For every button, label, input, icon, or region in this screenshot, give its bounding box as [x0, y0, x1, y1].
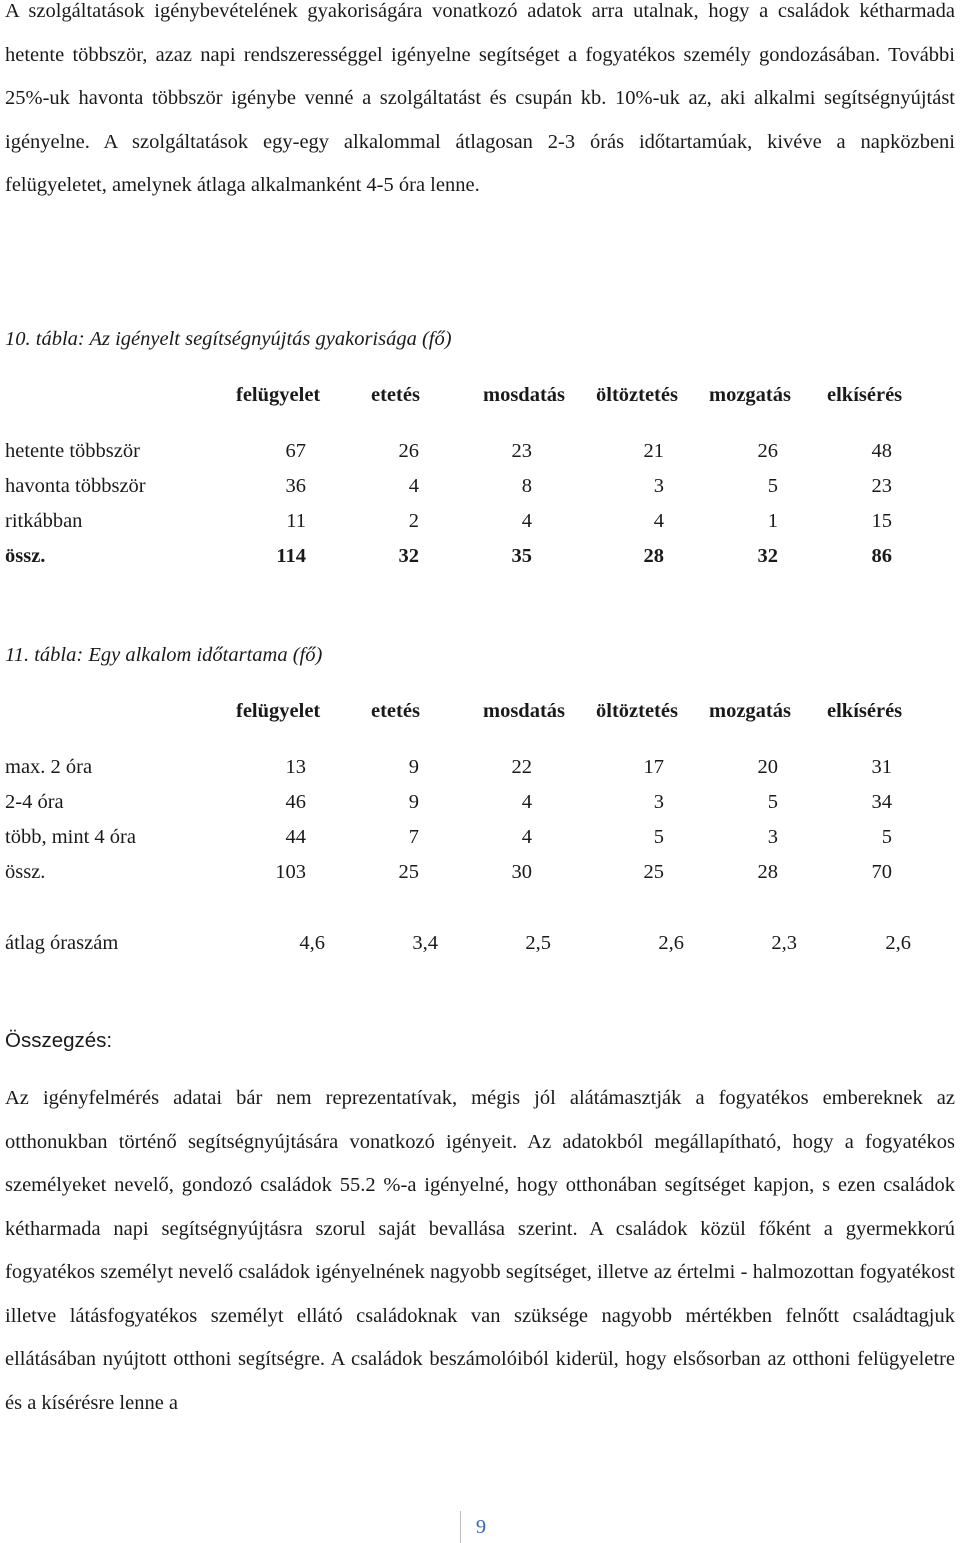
t11-row-label: 2-4 óra	[5, 791, 64, 813]
t11-cell: 9	[408, 791, 419, 813]
t11-total-cell: 70	[871, 861, 892, 883]
t10-col-mozgatas: mozgatás	[709, 384, 791, 406]
t10-col-mosdatas: mosdatás	[483, 384, 566, 406]
t11-col-oltoztetes: öltöztetés	[596, 700, 678, 722]
average-cell: 2,6	[658, 932, 684, 954]
t10-cell: 48	[871, 440, 892, 462]
intro-paragraph: A szolgáltatások igénybevételének gyakoriságára vonatkozó adatok arra utalnak, hogy a családok kétharmada hetente többször, azaz napi rendszerességgel igényelne segítséget a fogyatékos személy gondozásában. További 25%-uk havonta többször igénybe venné a szolgáltatást és csupán kb. 10%-uk az, aki alkalmi segítségnyújtást igényelne. A szolgáltatások egy-egy alkalommal átlagosan 2-3 órás időtartamúak, kivéve a napközbeni felügyeletet, amelynek átlaga alkalmanként 4-5 óra lenne.	[5, 0, 955, 196]
t11-cell: 4	[521, 791, 532, 813]
t11-cell: 5	[653, 826, 664, 848]
summary-paragraph: Az igényfelmérés adatai bár nem reprezentatívak, mégis jól alátámasztják a fogyatékos embereknek az otthonukban történő segítségnyújtására vonatkozó igényeit. Az adatokból megállapítható, hogy a fogyatékos személyeket nevelő, gondozó családok 55.2 %-a igényelné, hogy otthonában segítséget kapjon, s ezen családok kétharmada napi segítségnyújtásra szorul saját bevallása szerint. A családok közül főként a gyermekkorú fogyatékos személyt nevelő családok igényelnének nagyobb segítséget, illetve az értelmi - halmozottan fogyatékost illetve látásfogyatékos személyt ellátó családoknak van szüksége nagyobb mértékben felnőtt családtagjuk ellátásában nyújtott otthoni segítségre. A családok beszámolóiból kiderül, hogy elsősorban az otthoni felügyeletre és a kísérésre lenne a	[5, 1087, 955, 1414]
t11-col-etetes: etetés	[371, 700, 420, 722]
summary-heading: Összegzés:	[5, 1029, 113, 1052]
t10-col-oltoztetes: öltöztetés	[596, 384, 678, 406]
t11-col-mosdatas: mosdatás	[483, 700, 566, 722]
average-cell: 2,6	[885, 932, 911, 954]
average-cell: 2,3	[771, 932, 797, 954]
average-cell: 4,6	[299, 932, 325, 954]
t10-total-cell: 28	[643, 545, 664, 567]
t10-total-label: össz.	[5, 545, 46, 567]
t11-cell: 20	[757, 756, 778, 778]
t10-total-cell: 35	[511, 545, 532, 567]
t11-total-cell: 25	[398, 861, 419, 883]
t11-col-felugyelet: felügyelet	[236, 700, 321, 722]
t10-col-etetes: etetés	[371, 384, 420, 406]
t10-total-cell: 32	[398, 545, 419, 567]
t11-total-cell: 103	[275, 861, 306, 883]
t10-cell: 26	[398, 440, 419, 462]
t11-total-cell: 30	[511, 861, 532, 883]
t10-cell: 67	[285, 440, 306, 462]
t10-cell: 3	[653, 475, 664, 497]
average-cell: 2,5	[525, 932, 551, 954]
t10-cell: 4	[521, 510, 532, 532]
t11-col-elkiseres: elkísérés	[827, 700, 903, 722]
t10-col-felugyelet: felügyelet	[236, 384, 321, 406]
t11-cell: 31	[871, 756, 892, 778]
t10-cell: 2	[408, 510, 419, 532]
t10-cell: 23	[511, 440, 532, 462]
t11-col-mozgatas: mozgatás	[709, 700, 791, 722]
t10-cell: 5	[767, 475, 778, 497]
t10-cell: 4	[653, 510, 664, 532]
t11-total-cell: 28	[757, 861, 778, 883]
t10-cell: 15	[871, 510, 892, 532]
average-cell: 3,4	[412, 932, 438, 954]
t10-cell: 23	[871, 475, 892, 497]
t11-cell: 17	[643, 756, 664, 778]
t11-cell: 22	[511, 756, 532, 778]
page-number: 9	[460, 1511, 501, 1543]
t11-cell: 7	[408, 826, 419, 848]
t11-cell: 9	[408, 756, 419, 778]
t11-cell: 34	[871, 791, 892, 813]
t10-cell: 11	[286, 510, 306, 532]
t11-total-label: össz.	[5, 861, 46, 883]
table11-caption: 11. tábla: Egy alkalom időtartama (fő)	[5, 644, 323, 666]
t11-row-label: max. 2 óra	[5, 756, 93, 778]
t10-cell: 36	[285, 475, 306, 497]
t11-total-cell: 25	[643, 861, 664, 883]
t11-cell: 5	[881, 826, 892, 848]
t11-cell: 3	[767, 826, 778, 848]
t10-cell: 21	[643, 440, 664, 462]
t10-col-elkiseres: elkísérés	[827, 384, 903, 406]
t10-cell: 8	[521, 475, 532, 497]
t10-cell: 26	[757, 440, 778, 462]
t10-total-cell: 114	[276, 545, 306, 567]
t11-row-label: több, mint 4 óra	[5, 826, 136, 848]
t11-cell: 3	[653, 791, 664, 813]
t11-cell: 13	[285, 756, 306, 778]
t11-cell: 5	[767, 791, 778, 813]
t10-cell: 1	[767, 510, 778, 532]
t10-cell: 4	[408, 475, 419, 497]
t10-row-label: ritkábban	[5, 510, 83, 532]
t10-total-cell: 32	[757, 545, 778, 567]
t10-total-cell: 86	[871, 545, 892, 567]
t10-row-label: hetente többször	[5, 440, 140, 462]
t11-cell: 46	[285, 791, 306, 813]
t10-row-label: havonta többször	[5, 475, 146, 497]
t11-cell: 4	[521, 826, 532, 848]
t11-cell: 44	[285, 826, 306, 848]
table10-caption: 10. tábla: Az igényelt segítségnyújtás gyakorisága (fő)	[5, 328, 452, 350]
average-label: átlag óraszám	[5, 932, 119, 954]
